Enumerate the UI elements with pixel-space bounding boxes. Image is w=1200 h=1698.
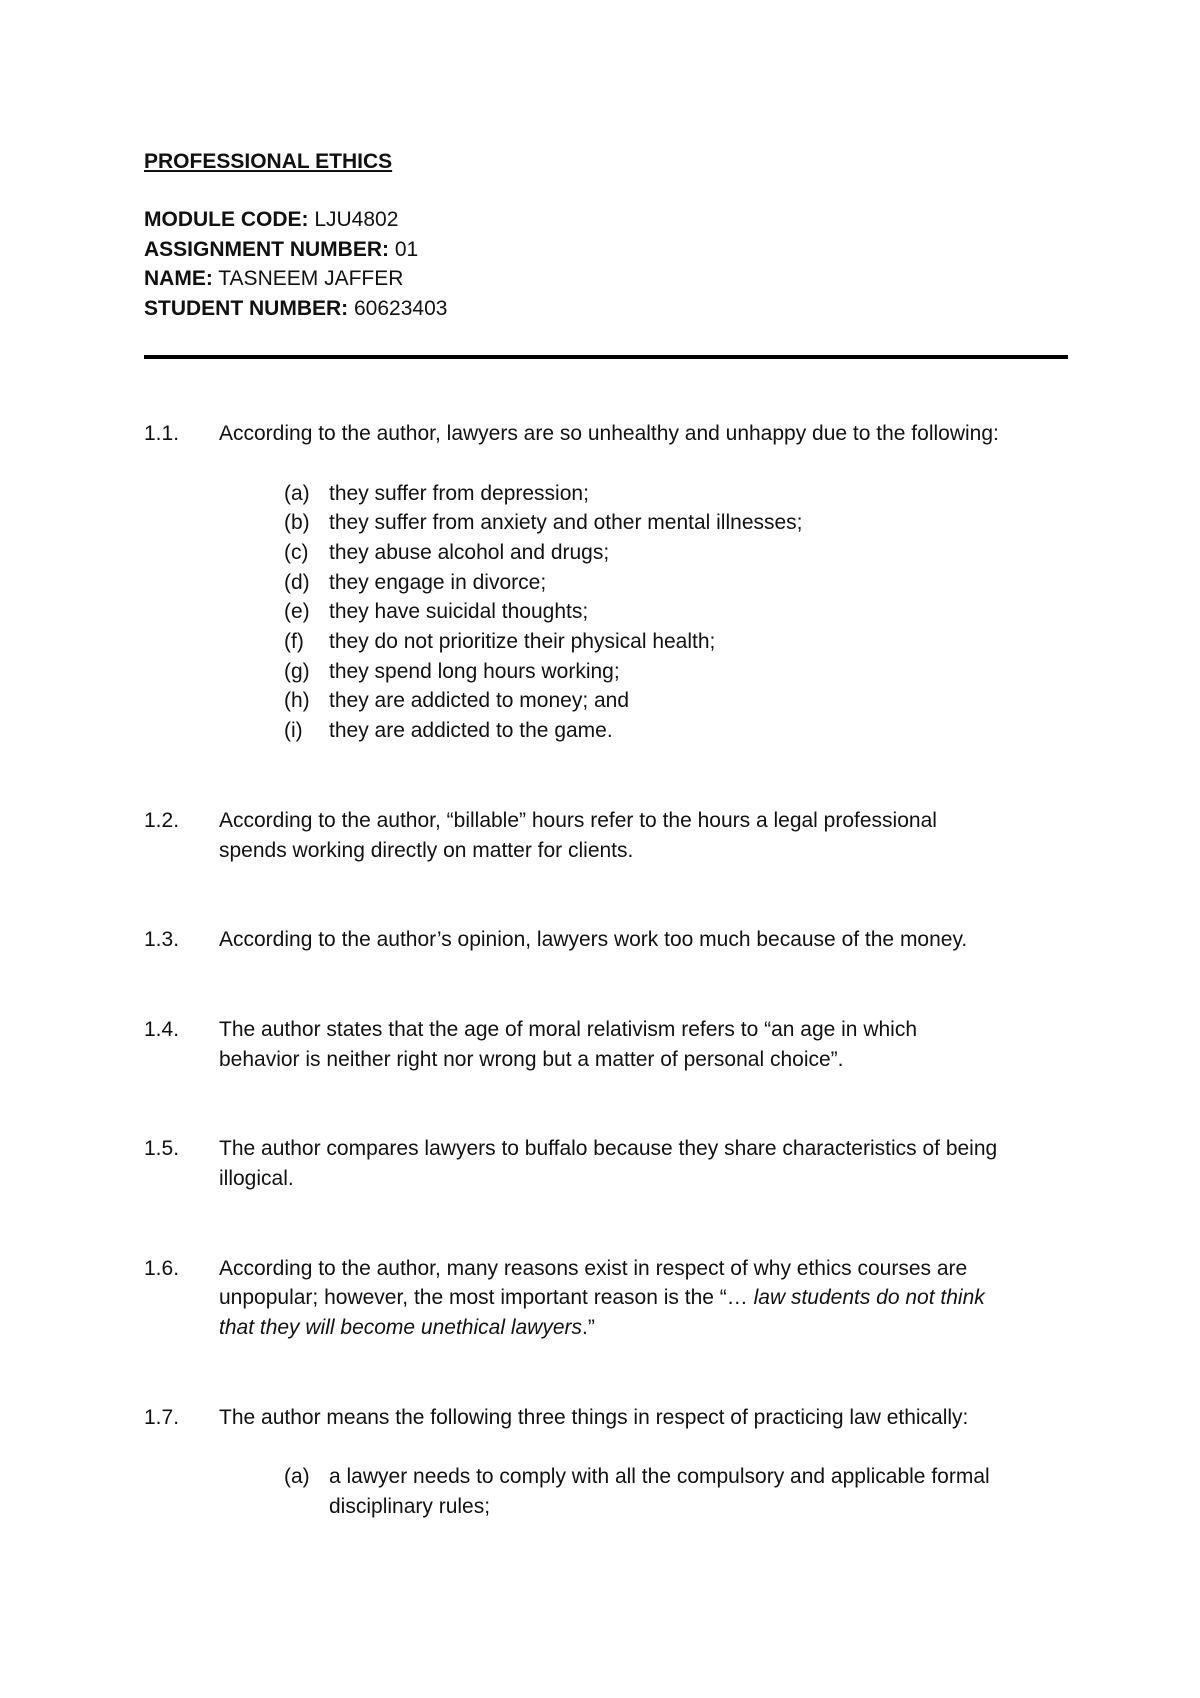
question-number: 1.1. — [144, 422, 180, 445]
list-item-label: (a) — [284, 1465, 310, 1488]
list-item: they suffer from anxiety and other mental illnesses; — [329, 511, 803, 534]
question-text: According to the author, many reasons exist in respect of why ethics courses are — [219, 1257, 968, 1280]
assignment-number-line — [144, 235, 418, 265]
question-text: behavior is neither right nor wrong but a matter of personal choice”. — [219, 1048, 844, 1071]
list-item-label: (f) — [284, 630, 304, 653]
question-text — [219, 1283, 985, 1313]
list-item: they engage in divorce; — [329, 571, 547, 594]
question-text: According to the author, “billable” hours refer to the hours a legal professional — [219, 809, 937, 832]
quoted-text: law students do not think — [753, 1286, 985, 1309]
question-text: The author compares lawyers to buffalo because they share characteristics of being — [219, 1137, 998, 1160]
document-title: PROFESSIONAL ETHICS — [144, 150, 393, 173]
list-item-label: (e) — [284, 600, 310, 623]
name-line — [144, 264, 403, 294]
module-code-line — [144, 205, 398, 235]
list-item: they do not prioritize their physical health; — [329, 630, 716, 653]
question-number: 1.3. — [144, 928, 180, 951]
list-item: they spend long hours working; — [329, 660, 620, 683]
assignment-number-label: ASSIGNMENT NUMBER: — [144, 238, 389, 261]
question-text-plain: .” — [582, 1316, 595, 1339]
question-number: 1.6. — [144, 1257, 180, 1280]
question-number: 1.5. — [144, 1137, 180, 1160]
list-item-label: (b) — [284, 511, 310, 534]
question-text: The author means the following three things in respect of practicing law ethically: — [219, 1406, 969, 1429]
question-text-plain: unpopular; however, the most important reason is the “… — [219, 1286, 754, 1309]
student-number-value: 60623403 — [348, 297, 448, 320]
question-text: illogical. — [219, 1167, 294, 1190]
question-number: 1.7. — [144, 1406, 180, 1429]
student-number-line — [144, 294, 447, 324]
name-value: TASNEEM JAFFER — [212, 267, 404, 290]
list-item: they abuse alcohol and drugs; — [329, 541, 610, 564]
list-item-label: (i) — [284, 719, 303, 742]
list-item-label: (g) — [284, 660, 310, 683]
student-number-label: STUDENT NUMBER: — [144, 297, 349, 320]
list-item: they have suicidal thoughts; — [329, 600, 589, 623]
question-text: According to the author’s opinion, lawyers work too much because of the money. — [219, 928, 968, 951]
list-item-label: (h) — [284, 689, 310, 712]
question-number: 1.2. — [144, 809, 180, 832]
question-text: The author states that the age of moral relativism refers to “an age in which — [219, 1018, 918, 1041]
list-item-label: (a) — [284, 482, 310, 505]
question-number: 1.4. — [144, 1018, 180, 1041]
module-code-label: MODULE CODE: — [144, 208, 309, 231]
question-text: spends working directly on matter for clients. — [219, 839, 634, 862]
name-label: NAME: — [144, 267, 213, 290]
module-code-value: LJU4802 — [308, 208, 399, 231]
question-text: According to the author, lawyers are so unhealthy and unhappy due to the following: — [219, 422, 999, 445]
list-item: disciplinary rules; — [329, 1495, 491, 1518]
list-item: they suffer from depression; — [329, 482, 589, 505]
question-text — [219, 1313, 595, 1343]
quoted-text: that they will become unethical lawyers — [219, 1316, 583, 1339]
list-item: they are addicted to money; and — [329, 689, 630, 712]
list-item-label: (c) — [284, 541, 309, 564]
list-item: a lawyer needs to comply with all the compulsory and applicable formal — [329, 1465, 990, 1488]
list-item-label: (d) — [284, 571, 310, 594]
assignment-number-value: 01 — [389, 238, 419, 261]
header-divider — [144, 355, 1068, 359]
list-item: they are addicted to the game. — [329, 719, 613, 742]
